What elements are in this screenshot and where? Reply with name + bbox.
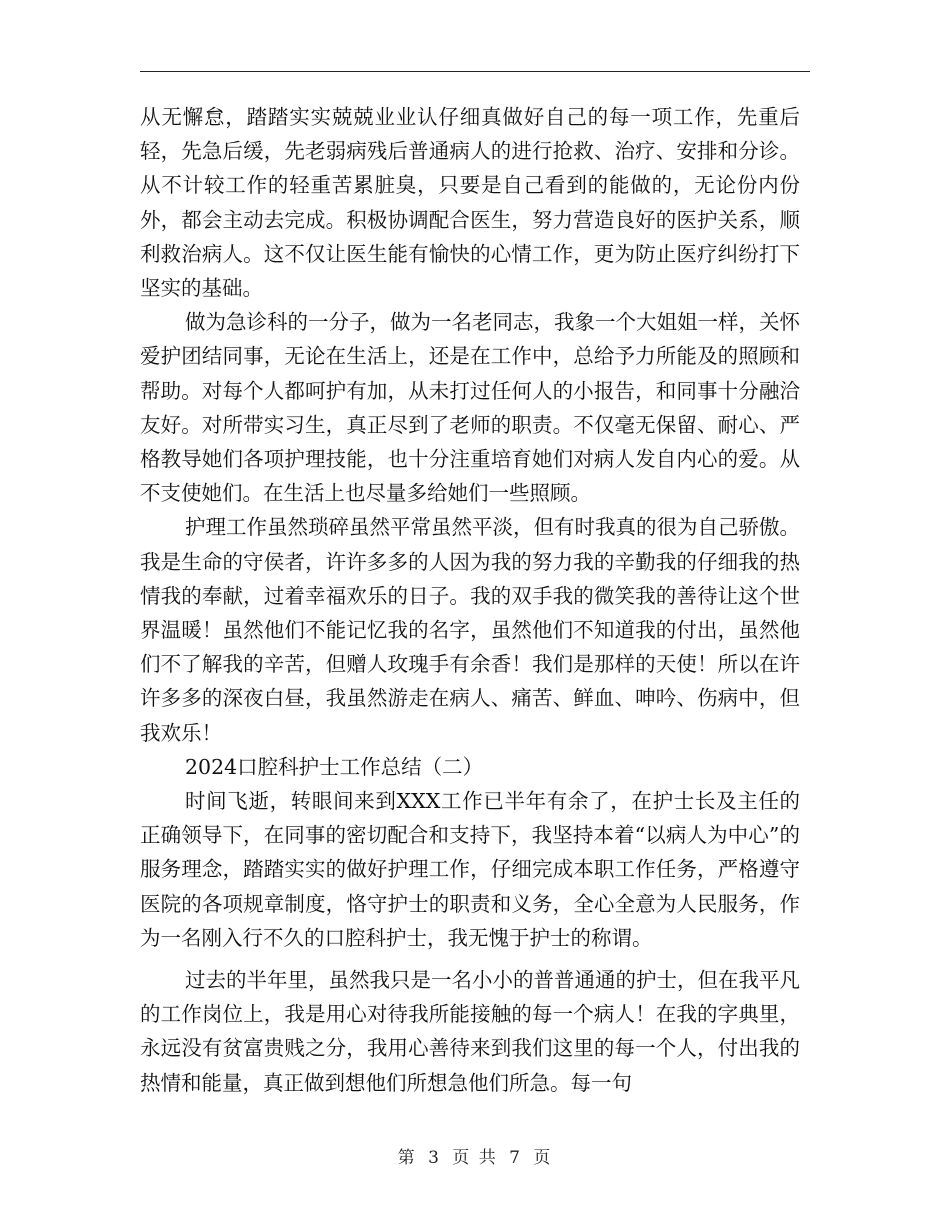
paragraph-2: 做为急诊科的一分子，做为一名老同志，我象一个大姐姐一样，关怀爱护团结同事，无论在生活上，还是在工作中，总给予力所能及的照顾和帮助。对每个人都呵护有加，从未打过任何人的小报告，和同事十分融洽友好。对所带实习生，真正尽到了老师的职责。不仅毫无保留、耐心、严格教导她们各项护理技能，也十分注重培育她们对病人发自内心的爱。从不支使她们。在生活上也尽量多给她们一些照顾。 — [140, 310, 800, 506]
header-rule — [140, 71, 810, 72]
paragraph-1: 从无懈怠，踏踏实实兢兢业业认仔细真做好自己的每一项工作，先重后轻，先急后缓，先老弱病残后普通病人的进行抢救、治疗、安排和分诊。从不计较工作的轻重苦累脏臭，只要是自己看到的能做的，无论份内份外，都会主动去完成。积极协调配合医生，努力营造良好的医护关系，顺利救治病人。这不仅让医生能有愉快的心情工作，更为防止医疗纠纷打下坚实的基础。 — [140, 105, 800, 301]
footer-prefix: 第 — [397, 1148, 417, 1168]
paragraph-3: 护理工作虽然琐碎虽然平常虽然平淡，但有时我真的很为自己骄傲。我是生命的守侯者，许许多多的人因为我的努力我的辛勤我的仔细我的热情我的奉献，过着幸福欢乐的日子。我的双手我的微笑我的善待让这个世界温暖！虽然他们不能记忆我的名字，虽然他们不知道我的付出，虽然他们不了解我的辛苦，但赠人玫瑰手有余香！我们是那样的天使！所以在许许多多的深夜白昼，我虽然游走在病人、痛苦、鲜血、呻吟、伤病中，但我欢乐！ — [140, 515, 800, 745]
footer-current-page: 3 — [428, 1148, 441, 1168]
section-title: 2024口腔科护士工作总结（二） — [185, 754, 484, 779]
footer-total-pages: 7 — [509, 1148, 522, 1168]
paragraph-5: 过去的半年里，虽然我只是一名小小的普普通通的护士，但在我平凡的工作岗位上，我是用心对待我所能接触的每一个病人！在我的字典里，永远没有贫富贵贱之分，我用心善待来到我们这里的每一个人，付出我的热情和能量，真正做到想他们所想急他们所急。每一句 — [140, 968, 800, 1095]
document-body — [140, 100, 800, 1100]
page-footer — [0, 1143, 950, 1168]
footer-middle: 页 共 — [452, 1148, 498, 1168]
paragraph-4: 时间飞逝，转眼间来到XXX工作已半年有余了，在护士长及主任的正确领导下，在同事的密切配合和支持下，我坚持本着“以病人为中心”的服务理念，踏踏实实的做好护理工作，仔细完成本职工作任务，严格遵守医院的各项规章制度，恪守护士的职责和义务，全心全意为人民服务，作为一名刚入行不久的口腔科护士，我无愧于护士的称谓。 — [140, 789, 800, 950]
footer-suffix: 页 — [533, 1148, 553, 1168]
